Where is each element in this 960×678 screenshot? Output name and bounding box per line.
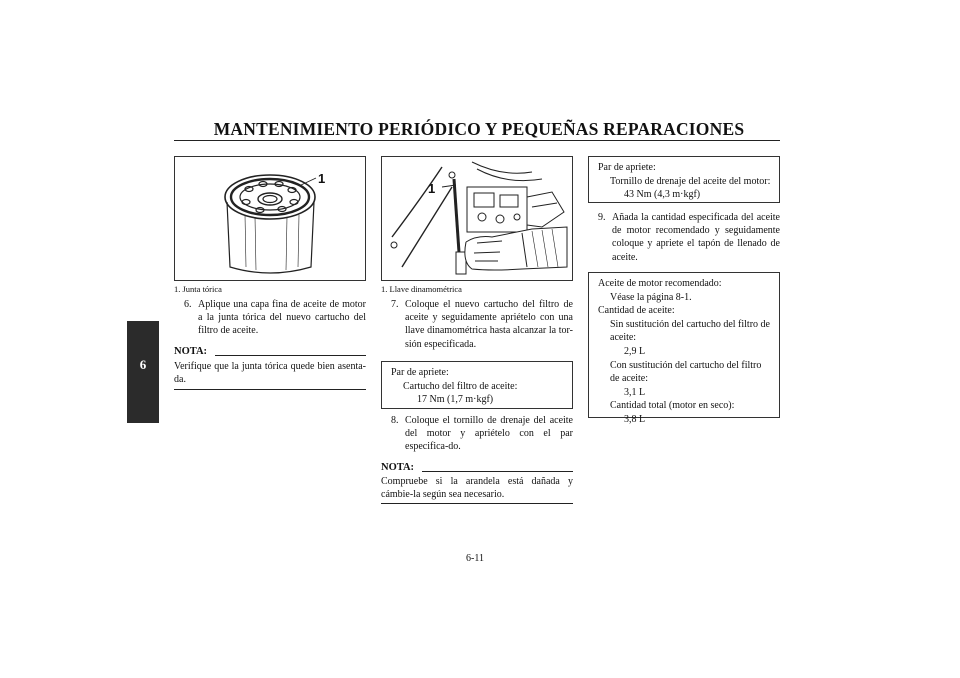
spec-filter-value: 17 Nm (1,7 m·kgf) (417, 394, 494, 406)
chapter-tab-label: 6 (139, 357, 147, 372)
step-6 (184, 298, 366, 338)
nota-2-text: Compruebe si la arandela está dañada y cámbie-la según sea necesario. (381, 476, 573, 500)
step-7 (391, 298, 573, 351)
oil-filter-illustration (175, 157, 365, 280)
step-9-number: 9. (598, 212, 606, 223)
spec-oil-without-filter: Sin sustitución del cartucho del filtro de aceite: (610, 318, 770, 344)
step-8-text: Coloque el tornillo de drenaje del aceite del motor y apriételo con el par especifica-do. (405, 415, 573, 453)
step-7-text: Coloque el nuevo cartucho del filtro de aceite y seguidamente apriételo con una llave dinamométrica hasta alcanzar la tor-sión especificada. (405, 299, 573, 350)
figure-oil-filter (174, 156, 366, 281)
spec-drain-item: Tornillo de drenaje del aceite del motor: (610, 175, 771, 187)
nota-1-heading: NOTA: (174, 346, 208, 357)
spec-box-drain (588, 156, 780, 203)
title-rule (174, 140, 780, 141)
spec-oil-without-value: 2,9 L (624, 345, 646, 357)
nota-2-rule-bottom (381, 503, 573, 504)
step-6-text: Aplique una capa fina de aceite de motor a la junta tórica del nuevo cartucho del filtro de aceite. (198, 299, 366, 337)
step-8-number: 8. (391, 415, 399, 426)
page-number: 6-11 (466, 553, 484, 564)
spec-oil-label: Aceite de motor recomendado: (598, 278, 722, 289)
spec-oil-with-value: 3,1 L (624, 386, 646, 398)
spec-drain-label: Par de apriete: (598, 162, 656, 173)
page-title: MANTENIMIENTO PERIÓDICO Y PEQUEÑAS REPARACIONES (213, 119, 745, 139)
spec-drain-value: 43 Nm (4,3 m·kgf) (624, 189, 701, 201)
nota-1-rule-top (215, 355, 366, 356)
figure1-caption: 1. Junta tórica (174, 284, 222, 294)
step-8 (391, 414, 573, 454)
figure2-caption: 1. Llave dinamométrica (381, 284, 462, 294)
nota-2-heading: NOTA: (381, 462, 415, 473)
spec-oil-with-filter: Con sustitución del cartucho del filtro de aceite: (610, 359, 762, 385)
step-7-number: 7. (391, 299, 399, 310)
torque-wrench-illustration (382, 157, 572, 280)
figure-torque-wrench (381, 156, 573, 281)
chapter-tab (127, 321, 159, 423)
spec-filter-label: Par de apriete: (391, 367, 449, 378)
spec-filter-item: Cartucho del filtro de aceite: (403, 380, 518, 392)
spec-oil-ref: Véase la página 8-1. (610, 291, 692, 303)
step-9-text: Añada la cantidad especificada del aceite de motor recomendado y seguidamente coloque y apriete el tapón de llenado de aceite. (612, 212, 780, 263)
spec-box-oil (588, 272, 780, 425)
spec-oil-total-value: 3,8 L (624, 413, 646, 425)
figure1-callout: 1 (318, 171, 326, 186)
nota-2-rule-top (422, 471, 573, 472)
nota-1-text: Verifique que la junta tórica quede bien asenta-da. (174, 361, 366, 385)
spec-box-filter (381, 361, 573, 409)
step-9 (598, 211, 780, 264)
nota-1-rule-bottom (174, 389, 366, 390)
figure2-callout: 1 (428, 181, 436, 196)
spec-oil-qty-label: Cantidad de aceite: (598, 305, 675, 317)
step-6-number: 6. (184, 299, 192, 310)
spec-oil-total: Cantidad total (motor en seco): (610, 400, 735, 412)
